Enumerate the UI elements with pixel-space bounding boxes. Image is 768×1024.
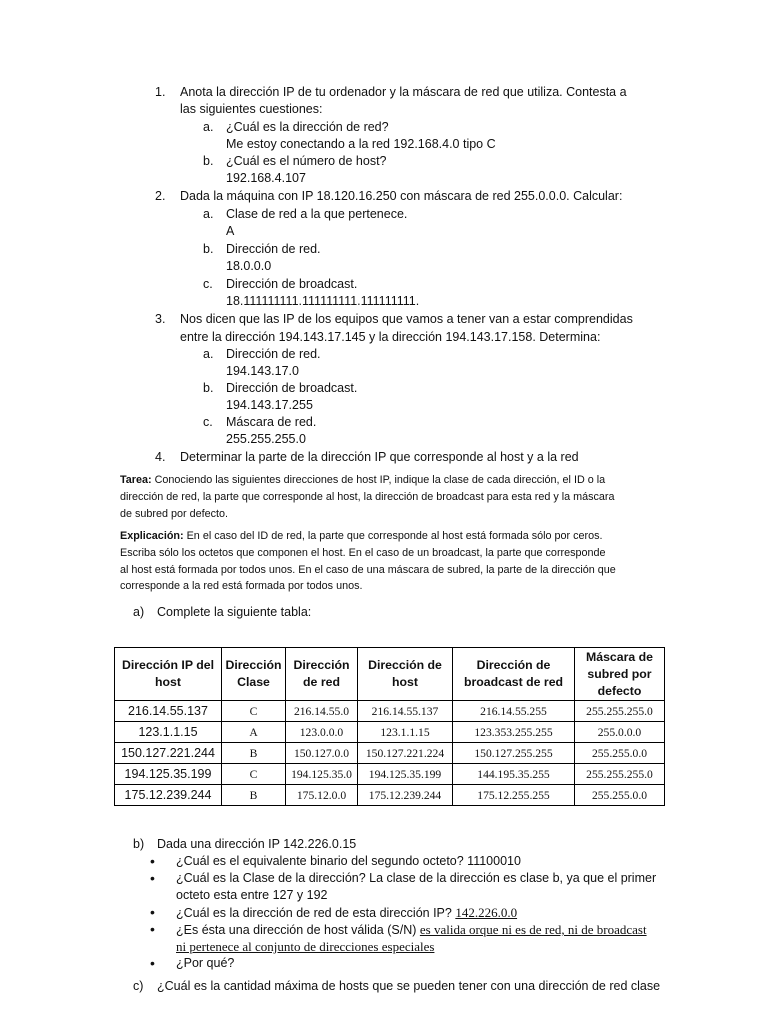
sub-answer: 255.255.255.0 bbox=[226, 432, 306, 446]
item-text: Determinar la parte de la dirección IP que corresponde al host y a la red bbox=[180, 450, 579, 464]
cell: B bbox=[222, 743, 286, 764]
ip-table bbox=[114, 647, 665, 806]
cell: 175.12.239.244 bbox=[115, 785, 222, 806]
item-text: Dada la máquina con IP 18.120.16.250 con máscara de red 255.0.0.0. Calcular: bbox=[180, 189, 623, 203]
bullet-item: • ¿Es ésta una dirección de host válida (S/N) es valida orque ni es de red, ni de broadcast bbox=[176, 921, 647, 939]
cell: 150.127.0.0 bbox=[286, 743, 358, 764]
cell: 255.255.0.0 bbox=[575, 743, 665, 764]
cell: 175.12.239.244 bbox=[358, 785, 453, 806]
explicacion-text: al host está formada por todos unos. En el caso de una máscara de subred, la parte de la dirección que bbox=[120, 564, 616, 576]
sub-answer: 18.0.0.0 bbox=[226, 259, 272, 273]
item-text: las siguientes cuestiones: bbox=[180, 102, 323, 116]
table-row bbox=[115, 785, 665, 806]
cell: 216.14.55.0 bbox=[286, 701, 358, 722]
sub-letter: b. bbox=[203, 154, 214, 168]
cell: 216.14.55.255 bbox=[453, 701, 575, 722]
part-b-letter: b) bbox=[133, 837, 145, 851]
cell: 255.255.255.0 bbox=[575, 701, 665, 722]
sub-question: Clase de red a la que pertenece. bbox=[226, 207, 408, 221]
sub-letter: a. bbox=[203, 347, 214, 361]
sub-question: Dirección de broadcast. bbox=[226, 277, 358, 291]
sub-answer: 192.168.4.107 bbox=[226, 171, 306, 185]
sub-answer: Me estoy conectando a la red 192.168.4.0 tipo C bbox=[226, 137, 496, 151]
bullet-item: • ¿Por qué? bbox=[176, 955, 234, 972]
sub-letter: b. bbox=[203, 242, 214, 256]
cell: 255.0.0.0 bbox=[575, 722, 665, 743]
header-host: Dirección de host bbox=[358, 648, 453, 701]
cell: 194.125.35.0 bbox=[286, 764, 358, 785]
explicacion-label: Explicación: bbox=[120, 530, 184, 542]
table-header-row bbox=[115, 648, 665, 701]
sub-answer: 194.143.17.255 bbox=[226, 398, 313, 412]
sub-question: Dirección de red. bbox=[226, 242, 321, 256]
sub-answer: A bbox=[226, 224, 235, 238]
cell: 216.14.55.137 bbox=[115, 701, 222, 722]
cell: C bbox=[222, 701, 286, 722]
item-number: 3. bbox=[155, 312, 166, 326]
header-network: Dirección de red bbox=[286, 648, 358, 701]
explicacion-text: En el caso del ID de red, la parte que corresponde al host está formada sólo por ceros. bbox=[183, 530, 603, 542]
sub-question: ¿Cuál es la dirección de red? bbox=[226, 120, 389, 134]
cell: 144.195.35.255 bbox=[453, 764, 575, 785]
part-c-text: ¿Cuál es la cantidad máxima de hosts que se pueden tener con una dirección de red clase bbox=[157, 979, 661, 993]
cell: 175.12.0.0 bbox=[286, 785, 358, 806]
part-a-letter: a) bbox=[133, 605, 145, 619]
part-a-text: Complete la siguiente tabla: bbox=[157, 605, 312, 619]
cell: 123.1.1.15 bbox=[115, 722, 222, 743]
item-number: 1. bbox=[155, 85, 166, 99]
bullet-item-continuation: octeto esta entre 127 y 192 bbox=[176, 888, 328, 902]
cell: 194.125.35.199 bbox=[115, 764, 222, 785]
cell: 255.255.255.0 bbox=[575, 764, 665, 785]
sub-question: ¿Cuál es el número de host? bbox=[226, 154, 387, 168]
item-text: Nos dicen que las IP de los equipos que vamos a tener van a estar comprendidas bbox=[180, 312, 633, 326]
sub-answer: 194.143.17.0 bbox=[226, 364, 299, 378]
tarea-text: Conociendo las siguientes direcciones de host IP, indique la clase de cada dirección, el ID o la bbox=[151, 474, 606, 486]
cell: A bbox=[222, 722, 286, 743]
sub-letter: a. bbox=[203, 207, 214, 221]
tarea-text: dirección de red, la parte que corresponde al host, la dirección de broadcast para esta red y la máscara bbox=[120, 491, 615, 503]
sub-letter: b. bbox=[203, 381, 214, 395]
valid-host-answer: es valida orque ni es de red, ni de broadcast bbox=[419, 922, 647, 937]
sub-question: Máscara de red. bbox=[226, 415, 317, 429]
part-c-letter: c) bbox=[133, 979, 144, 993]
bullet-item: • ¿Cuál es el equivalente binario del segundo octeto? 11100010 bbox=[176, 853, 521, 870]
tarea-label: Tarea: bbox=[120, 474, 152, 486]
item-number: 4. bbox=[155, 450, 166, 464]
cell: 255.255.0.0 bbox=[575, 785, 665, 806]
header-broadcast: Dirección de broadcast de red bbox=[453, 648, 575, 701]
sub-answer: 18.111111111.111111111.111111111. bbox=[226, 294, 420, 308]
table-row bbox=[115, 743, 665, 764]
cell: 123.1.1.15 bbox=[358, 722, 453, 743]
cell: 150.127.255.255 bbox=[453, 743, 575, 764]
explicacion-text: Escriba sólo los octetos que componen el host. En el caso de un broadcast, la parte que corresponde bbox=[120, 547, 606, 559]
valid-host-answer-continuation: ni pertenece al conjunto de direcciones especiales bbox=[176, 939, 435, 954]
bullet-item: • ¿Cuál es la Clase de la dirección? La clase de la dirección es clase b, ya que el primer bbox=[176, 870, 656, 887]
sub-question: Dirección de red. bbox=[226, 347, 321, 361]
table-row bbox=[115, 764, 665, 785]
bullet-item: • ¿Cuál es la dirección de red de esta dirección IP? 142.226.0.0 bbox=[176, 904, 517, 922]
tarea-text: de subred por defecto. bbox=[120, 508, 229, 520]
item-text: entre la dirección 194.143.17.145 y la dirección 194.143.17.158. Determina: bbox=[180, 330, 601, 344]
header-class: Dirección Clase bbox=[222, 648, 286, 701]
sub-letter: a. bbox=[203, 120, 214, 134]
cell: 123.353.255.255 bbox=[453, 722, 575, 743]
sub-letter: c. bbox=[203, 277, 213, 291]
header-mask: Máscara de subred por defecto bbox=[575, 648, 665, 701]
part-b-text: Dada una dirección IP 142.226.0.15 bbox=[157, 837, 357, 851]
cell: 150.127.221.224 bbox=[358, 743, 453, 764]
cell: C bbox=[222, 764, 286, 785]
cell: 175.12.255.255 bbox=[453, 785, 575, 806]
cell: 216.14.55.137 bbox=[358, 701, 453, 722]
table-row bbox=[115, 701, 665, 722]
network-address-answer: 142.226.0.0 bbox=[455, 905, 518, 920]
header-host-ip: Dirección IP del host bbox=[115, 648, 222, 701]
cell: B bbox=[222, 785, 286, 806]
cell: 123.0.0.0 bbox=[286, 722, 358, 743]
explicacion-text: corresponde a la red está formada por todos unos. bbox=[120, 580, 363, 592]
table-row bbox=[115, 722, 665, 743]
sub-letter: c. bbox=[203, 415, 213, 429]
item-text: Anota la dirección IP de tu ordenador y la máscara de red que utiliza. Contesta a bbox=[180, 85, 627, 99]
item-number: 2. bbox=[155, 189, 166, 203]
sub-question: Dirección de broadcast. bbox=[226, 381, 358, 395]
cell: 150.127.221.244 bbox=[115, 743, 222, 764]
cell: 194.125.35.199 bbox=[358, 764, 453, 785]
